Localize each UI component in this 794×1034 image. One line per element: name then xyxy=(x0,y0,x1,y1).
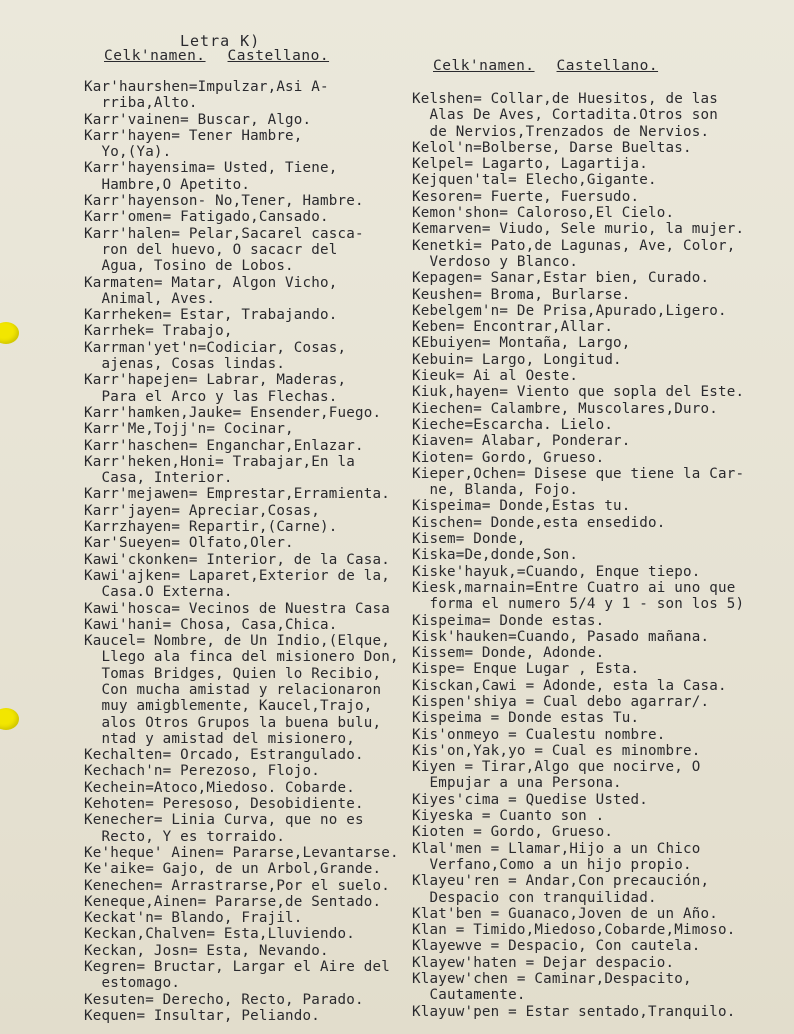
dictionary-line: ajenas, Cosas lindas. xyxy=(84,356,286,373)
dictionary-line: Karrheken= Estar, Trabajando. xyxy=(84,307,338,324)
dictionary-line: Kioten= Gordo, Grueso. xyxy=(412,449,605,466)
dictionary-line: muy amigblemente, Kaucel,Trajo, xyxy=(84,698,373,715)
dictionary-line: Karr'hapejen= Labrar, Maderas, xyxy=(84,372,347,389)
dictionary-line: Keckan,Chalven= Esta,Lluviendo. xyxy=(84,926,355,943)
dictionary-line: Kesuten= Derecho, Recto, Parado. xyxy=(84,991,364,1008)
dictionary-line: ne, Blanda, Fojo. xyxy=(412,482,579,499)
dictionary-line: rriba,Alto. xyxy=(84,95,198,112)
dictionary-line: Kejquen'tal= Elecho,Gigante. xyxy=(412,172,657,189)
dictionary-line: Para el Arco y las Flechas. xyxy=(84,388,338,405)
dictionary-line: Kequen= Insultar, Peliando. xyxy=(84,1007,321,1024)
dictionary-line: Kiuk,hayen= Viento que sopla del Este. xyxy=(412,384,745,401)
dictionary-line: Kiyes'cima = Quedise Usted. xyxy=(412,791,649,808)
dictionary-line: ron del huevo, O sacacr del xyxy=(84,241,338,258)
dictionary-line: Kesoren= Fuerte, Fuersudo. xyxy=(412,188,640,205)
dictionary-line: Karr'haschen= Enganchar,Enlazar. xyxy=(84,437,364,454)
dictionary-line: Klayewve = Despacio, Con cautela. xyxy=(412,938,701,955)
dictionary-line: Keben= Encontrar,Allar. xyxy=(412,319,614,336)
dictionary-line: Casa, Interior. xyxy=(84,470,233,487)
dictionary-line: KEbuiyen= Montaña, Largo, xyxy=(412,335,631,352)
dictionary-line: Recto, Y es torraido. xyxy=(84,828,286,845)
dictionary-line: Karr'hamken,Jauke= Ensender,Fuego. xyxy=(84,404,382,421)
dictionary-line: Karmaten= Matar, Algon Vicho, xyxy=(84,274,338,291)
dictionary-line: Kissem= Donde, Adonde. xyxy=(412,645,605,662)
dictionary-line: Kieuk= Ai al Oeste. xyxy=(412,368,579,385)
dictionary-line: Ke'heque' Ainen= Pararse,Levantarse. xyxy=(84,844,399,861)
dictionary-line: Klat'ben = Guanaco,Joven de un Año. xyxy=(412,905,718,922)
dictionary-line: Kispeima= Donde,Estas tu. xyxy=(412,498,631,515)
dictionary-line: Karr'hayensima= Usted, Tiene, xyxy=(84,160,338,177)
dictionary-line: Keushen= Broma, Burlarse. xyxy=(412,286,631,303)
dictionary-line: Kar'Sueyen= Olfato,Oler. xyxy=(84,535,294,552)
dictionary-line: Yo,(Ya). xyxy=(84,144,172,161)
dictionary-line: Verdoso y Blanco. xyxy=(412,253,579,270)
dictionary-line: Karr'omen= Fatigado,Cansado. xyxy=(84,209,329,226)
dictionary-line: Karr'heken,Honi= Trabajar,En la xyxy=(84,453,355,470)
dictionary-line: Ke'aike= Gajo, de un Arbol,Grande. xyxy=(84,861,382,878)
dictionary-line: Karrhek= Trabajo, xyxy=(84,323,233,340)
dictionary-line: Klan = Timido,Miedoso,Cobarde,Mimoso. xyxy=(412,922,736,939)
dictionary-line: Klayew'chen = Caminar,Despacito, xyxy=(412,971,692,988)
dictionary-line: alos Otros Grupos la buena bulu, xyxy=(84,714,382,731)
dictionary-line: Kisk'hauken=Cuando, Pasado mañana. xyxy=(412,628,710,645)
right-column-header xyxy=(433,58,680,74)
dictionary-line: Kispen'shiya = Cual debo agarrar/. xyxy=(412,693,710,710)
dictionary-line: Kebuin= Largo, Longitud. xyxy=(412,351,622,368)
dictionary-line: ntad y amistad del misionero, xyxy=(84,730,355,747)
dictionary-line: Kischen= Donde,esta ensedido. xyxy=(412,514,666,531)
dictionary-line: Kar'haurshen=Impulzar,Asi A- xyxy=(84,79,329,95)
dictionary-line: Kawi'hani= Chosa, Casa,Chica. xyxy=(84,616,338,633)
dictionary-line: Kechein=Atoco,Miedoso. Cobarde. xyxy=(84,779,355,796)
dictionary-line: Kenechen= Arrastrarse,Por el suelo. xyxy=(84,877,390,894)
dictionary-line: Kemon'shon= Caloroso,El Cielo. xyxy=(412,205,675,222)
dictionary-line: estomago. xyxy=(84,975,181,992)
dictionary-line: Kiyen = Tirar,Algo que nocirve, O xyxy=(412,759,701,776)
dictionary-line: Kieper,Ochen= Disese que tiene la Car- xyxy=(412,465,745,482)
dictionary-line: Karr'hayen= Tener Hambre, xyxy=(84,127,303,144)
dictionary-line: Kenetki= Pato,de Lagunas, Ave, Color, xyxy=(412,237,736,254)
right-column-entries xyxy=(412,91,792,1020)
right-header-castellano: Castellano. xyxy=(556,58,659,74)
dictionary-line: Karr'jayen= Apreciar,Cosas, xyxy=(84,502,321,519)
dictionary-line: Alas De Aves, Cortadita.Otros son xyxy=(412,107,718,124)
dictionary-line: Kiske'hayuk,=Cuando, Enque tiepo. xyxy=(412,563,701,580)
dictionary-line: Klayew'haten = Dejar despacio. xyxy=(412,954,675,971)
dictionary-line: Kispeima = Donde estas Tu. xyxy=(412,710,640,727)
right-header-celknamen: Celk'namen. xyxy=(433,58,535,74)
dictionary-line: Cautamente. xyxy=(412,987,526,1004)
dictionary-line: Klal'men = Llamar,Hijo a un Chico xyxy=(412,840,701,857)
binder-hole xyxy=(0,322,19,344)
binder-hole xyxy=(0,708,19,730)
left-column-header xyxy=(104,48,351,64)
dictionary-line: Kenecher= Linia Curva, que no es xyxy=(84,812,364,829)
dictionary-line: Kehoten= Peresoso, Desobidiente. xyxy=(84,796,364,813)
dictionary-line: de Nervios,Trenzados de Nervios. xyxy=(412,123,710,140)
dictionary-line: Animal, Aves. xyxy=(84,290,216,307)
dictionary-line: Despacio con tranquilidad. xyxy=(412,889,657,906)
dictionary-line: Karr'hayenson- No,Tener, Hambre. xyxy=(84,193,364,210)
dictionary-line: Kaucel= Nombre, de Un Indio,(Elque, xyxy=(84,633,390,650)
left-header-celknamen: Celk'namen. xyxy=(104,48,206,64)
dictionary-line: forma el numero 5/4 y 1 - son los 5) xyxy=(412,596,745,613)
dictionary-line: Empujar a una Persona. xyxy=(412,775,622,792)
dictionary-line: Kiyeska = Cuanto son . xyxy=(412,808,605,825)
dictionary-line: Kiechen= Calambre, Muscolares,Duro. xyxy=(412,400,718,417)
left-header-castellano: Castellano. xyxy=(227,48,330,64)
dictionary-line: Kelshen= Collar,de Huesitos, de las xyxy=(412,91,718,107)
left-column-entries xyxy=(84,79,419,1024)
dictionary-line: Kiska=De,donde,Son. xyxy=(412,547,579,564)
dictionary-line: Karrzhayen= Repartir,(Carne). xyxy=(84,519,338,536)
dictionary-line: Kispeima= Donde estas. xyxy=(412,612,605,629)
dictionary-line: Tomas Bridges, Quien lo Recibio, xyxy=(84,665,382,682)
dictionary-line: Kechalten= Orcado, Estrangulado. xyxy=(84,747,364,764)
dictionary-line: Llego ala finca del misionero Don, xyxy=(84,649,399,666)
dictionary-line: Karr'Me,Tojj'n= Cocinar, xyxy=(84,421,294,438)
dictionary-line: Keneque,Ainen= Pararse,de Sentado. xyxy=(84,893,382,910)
dictionary-line: Kepagen= Sanar,Estar bien, Curado. xyxy=(412,270,710,287)
dictionary-line: Casa.O Externa. xyxy=(84,584,233,601)
dictionary-line: Kawi'ckonken= Interior, de la Casa. xyxy=(84,551,390,568)
dictionary-line: Karr'vainen= Buscar, Algo. xyxy=(84,111,312,128)
dictionary-line: Karr'mejawen= Emprestar,Erramienta. xyxy=(84,486,390,503)
dictionary-line: Karrman'yet'n=Codiciar, Cosas, xyxy=(84,339,347,356)
dictionary-line: Kiaven= Alabar, Ponderar. xyxy=(412,433,631,450)
dictionary-line: Kebelgem'n= De Prisa,Apurado,Ligero. xyxy=(412,302,727,319)
dictionary-line: Kisckan,Cawi = Adonde, esta la Casa. xyxy=(412,677,727,694)
dictionary-line: Klayeu'ren = Andar,Con precaución, xyxy=(412,873,710,890)
dictionary-line: Kawi'hosca= Vecinos de Nuestra Casa xyxy=(84,600,390,617)
dictionary-line: Agua, Tosino de Lobos. xyxy=(84,258,294,275)
dictionary-line: Kieche=Escarcha. Lielo. xyxy=(412,416,614,433)
page-title: Letra K) xyxy=(180,32,261,50)
dictionary-line: Kechach'n= Perezoso, Flojo. xyxy=(84,763,321,780)
dictionary-line: Keckat'n= Blando, Frajil. xyxy=(84,910,303,927)
dictionary-line: Kegren= Bructar, Largar el Aire del xyxy=(84,959,390,976)
dictionary-line: Kisem= Donde, xyxy=(412,531,526,548)
dictionary-line: Keckan, Josn= Esta, Nevando. xyxy=(84,942,329,959)
dictionary-line: Kiesk,marnain=Entre Cuatro ai uno que xyxy=(412,579,736,596)
dictionary-line: Hambre,O Apetito. xyxy=(84,176,251,193)
dictionary-line: Kioten = Gordo, Grueso. xyxy=(412,824,614,841)
dictionary-line: Kelpel= Lagarto, Lagartija. xyxy=(412,156,649,173)
dictionary-line: Kispe= Enque Lugar , Esta. xyxy=(412,661,640,678)
dictionary-line: Kis'onmeyo = Cualestu nombre. xyxy=(412,726,666,743)
dictionary-line: Kis'on,Yak,yo = Cual es minombre. xyxy=(412,742,701,759)
dictionary-line: Kelol'n=Bolberse, Darse Bueltas. xyxy=(412,139,692,156)
dictionary-line: Con mucha amistad y relacionaron xyxy=(84,681,382,698)
dictionary-line: Klayuw'pen = Estar sentado,Tranquilo. xyxy=(412,1003,736,1020)
dictionary-line: Karr'halen= Pelar,Sacarel casca- xyxy=(84,225,364,242)
dictionary-line: Verfano,Como a un hijo propio. xyxy=(412,856,692,873)
dictionary-line: Kemarven= Viudo, Sele murio, la mujer. xyxy=(412,221,745,238)
dictionary-line: Kawi'ajken= Laparet,Exterior de la, xyxy=(84,567,390,584)
